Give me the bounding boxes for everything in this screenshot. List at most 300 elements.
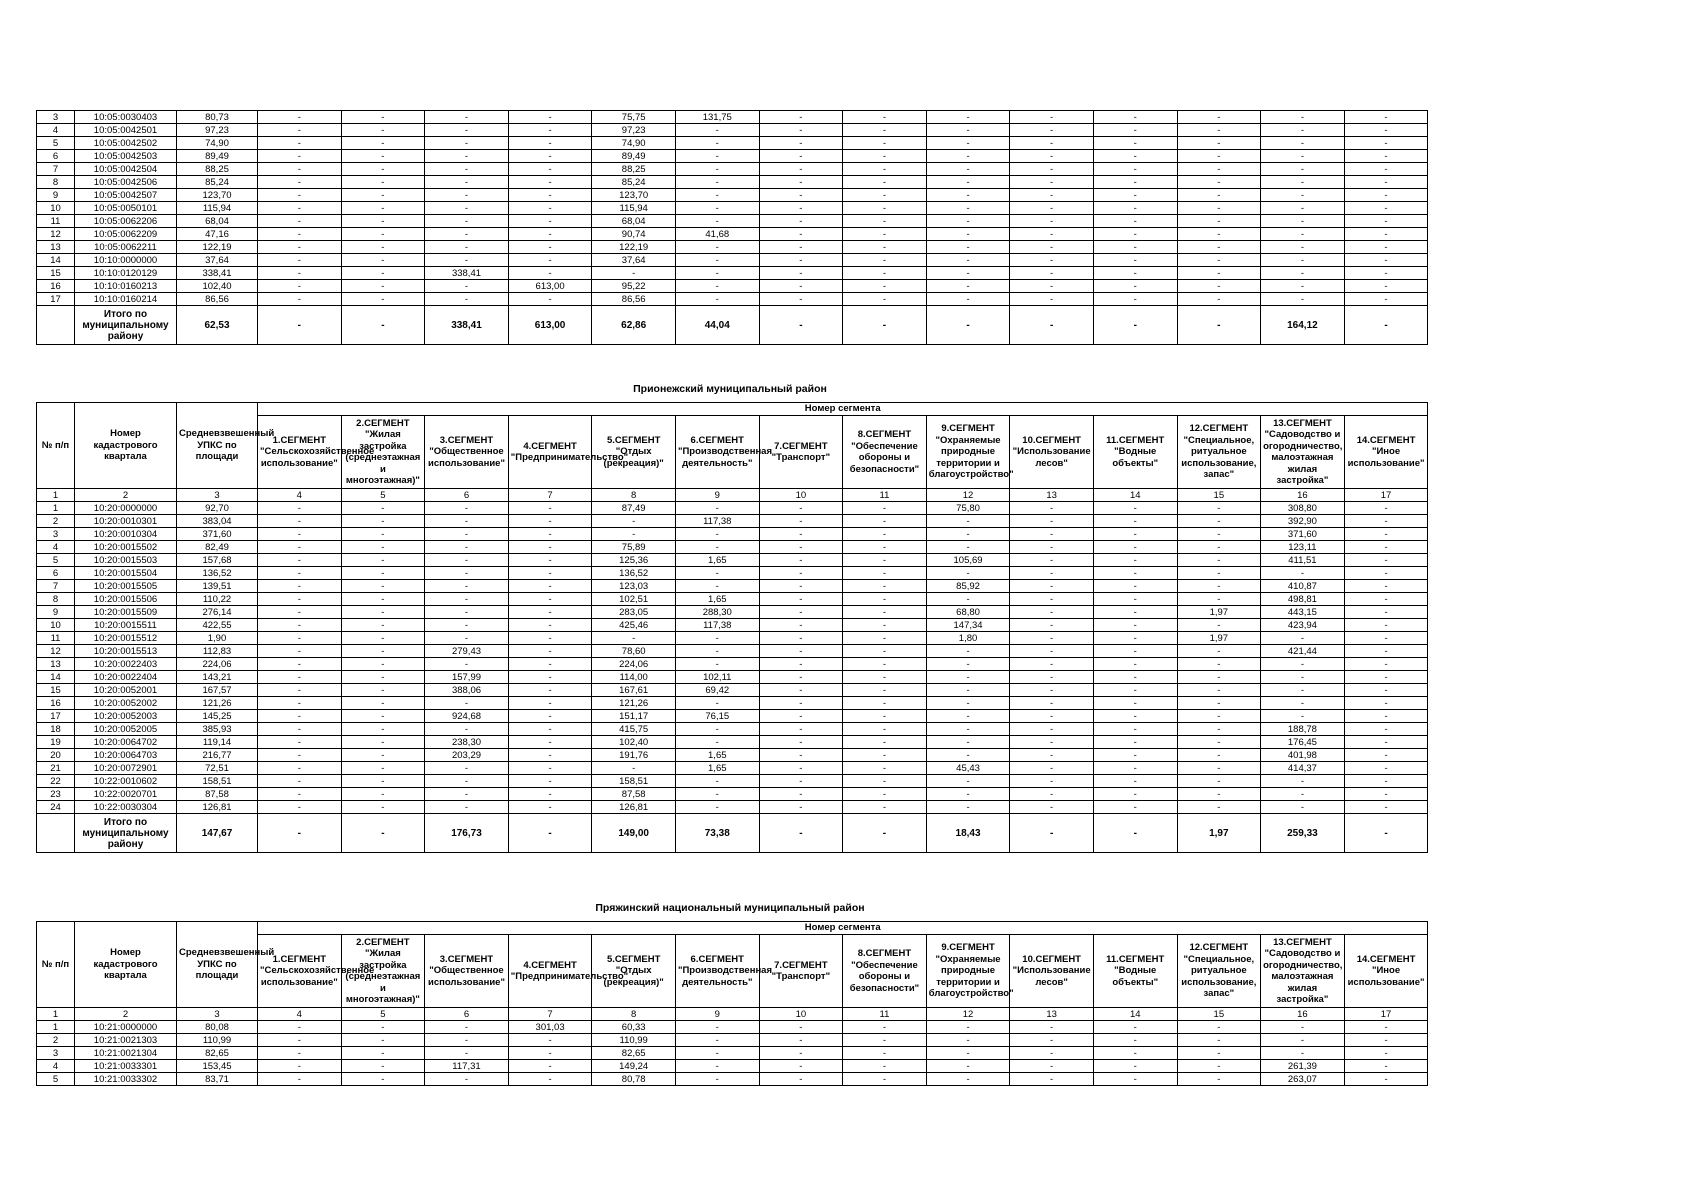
table-cell: -	[926, 723, 1010, 736]
column-number: 11	[843, 489, 927, 502]
column-number: 7	[508, 489, 592, 502]
table-cell: -	[425, 515, 509, 528]
column-number: 8	[592, 1008, 676, 1021]
table-row	[37, 671, 1428, 684]
table-row	[37, 1021, 1428, 1034]
table-cell: -	[508, 150, 592, 163]
table-cell: 88,25	[592, 163, 676, 176]
table-cell: 224,06	[592, 658, 676, 671]
table-cell: -	[1177, 202, 1261, 215]
table-cell: -	[425, 254, 509, 267]
table-cell: 136,52	[177, 567, 258, 580]
table-cell: -	[1177, 267, 1261, 280]
table-cell: -	[843, 1021, 927, 1034]
table-cell: -	[926, 163, 1010, 176]
table-row	[37, 202, 1428, 215]
table-cell: -	[926, 280, 1010, 293]
table-cell: 4	[37, 124, 75, 137]
table-cell: 10:21:0033301	[75, 1060, 177, 1073]
table-cell: -	[1093, 1073, 1177, 1086]
table-cell: -	[759, 528, 843, 541]
table-cell: 2	[37, 1034, 75, 1047]
table-cell: -	[759, 736, 843, 749]
table-cell: -	[1344, 775, 1428, 788]
column-number: 7	[508, 1008, 592, 1021]
table-cell: -	[425, 801, 509, 814]
table-cell: -	[1010, 202, 1094, 215]
table-cell: -	[1093, 189, 1177, 202]
table-cell: -	[843, 163, 927, 176]
table-cell: -	[258, 163, 342, 176]
table-cell: -	[1010, 788, 1094, 801]
table-cell: -	[759, 775, 843, 788]
table-row	[37, 606, 1428, 619]
table-cell: -	[341, 788, 425, 801]
table-cell: -	[843, 697, 927, 710]
table-cell: 151,17	[592, 710, 676, 723]
table-cell: -	[341, 111, 425, 124]
table-cell: -	[843, 567, 927, 580]
table-cell: -	[1177, 293, 1261, 306]
table-cell: -	[926, 1060, 1010, 1073]
table-cell: 114,00	[592, 671, 676, 684]
table-prionezhsky	[36, 402, 1428, 853]
table-cell: -	[843, 280, 927, 293]
table-cell: 72,51	[177, 762, 258, 775]
table-cell: 10:20:0064703	[75, 749, 177, 762]
table-cell: -	[1093, 619, 1177, 632]
table-cell: -	[1177, 176, 1261, 189]
table-cell: -	[425, 580, 509, 593]
table-body	[37, 111, 1428, 345]
table-cell: -	[258, 697, 342, 710]
table-cell: 12	[37, 228, 75, 241]
table-cell: 110,99	[592, 1034, 676, 1047]
table-cell: 301,03	[508, 1021, 592, 1034]
table-cell: -	[508, 762, 592, 775]
column-number: 3	[177, 489, 258, 502]
table-cell: -	[675, 502, 759, 515]
table-cell: -	[508, 788, 592, 801]
table-cell: -	[508, 176, 592, 189]
table-cell: -	[341, 710, 425, 723]
column-number: 6	[425, 489, 509, 502]
table-cell: 122,19	[177, 241, 258, 254]
table-cell: 2	[37, 515, 75, 528]
table-header	[37, 403, 1428, 502]
table-cell: -	[926, 671, 1010, 684]
table-cell: 123,03	[592, 580, 676, 593]
table-row	[37, 593, 1428, 606]
table-cell: -	[341, 1060, 425, 1073]
table-cell: -	[258, 202, 342, 215]
table-cell: -	[508, 671, 592, 684]
table-cell: -	[759, 788, 843, 801]
table-cell: -	[1010, 254, 1094, 267]
table-cell: -	[843, 254, 927, 267]
table-cell: 86,56	[592, 293, 676, 306]
table-cell: -	[1177, 541, 1261, 554]
table-row	[37, 567, 1428, 580]
total-cell: -	[341, 306, 425, 345]
table-cell: -	[1177, 645, 1261, 658]
column-number: 13	[1010, 1008, 1094, 1021]
table-cell: -	[1177, 749, 1261, 762]
table-cell: -	[425, 189, 509, 202]
table-cell: 10:05:0062211	[75, 241, 177, 254]
table-cell: -	[258, 189, 342, 202]
table-cell: -	[592, 267, 676, 280]
table-row	[37, 736, 1428, 749]
table-cell: -	[341, 619, 425, 632]
table-cell: -	[1177, 215, 1261, 228]
table-cell: -	[1010, 1060, 1094, 1073]
table-row	[37, 580, 1428, 593]
table-cell: 10:20:0015502	[75, 541, 177, 554]
table-cell: 276,14	[177, 606, 258, 619]
table-cell: -	[508, 111, 592, 124]
table-cell: -	[675, 736, 759, 749]
table-row	[37, 788, 1428, 801]
table-cell: 69,42	[675, 684, 759, 697]
total-cell: -	[1344, 814, 1428, 853]
table-cell: -	[843, 684, 927, 697]
table-cell: -	[1177, 502, 1261, 515]
table-cell: -	[258, 176, 342, 189]
table-cell: -	[759, 228, 843, 241]
table-cell: 1,97	[1177, 632, 1261, 645]
table-cell: -	[1344, 788, 1428, 801]
table-cell: -	[1261, 658, 1345, 671]
table-cell: -	[1010, 176, 1094, 189]
table-cell: -	[759, 671, 843, 684]
table-cell: 78,60	[592, 645, 676, 658]
table-cell: -	[675, 176, 759, 189]
table-cell: -	[1261, 176, 1345, 189]
table-cell: 288,30	[675, 606, 759, 619]
table-cell: -	[341, 502, 425, 515]
table-cell: 1,90	[177, 632, 258, 645]
table-cell: -	[1344, 150, 1428, 163]
table-cell: -	[843, 137, 927, 150]
table-cell: 10:20:0022403	[75, 658, 177, 671]
table-cell: -	[1093, 280, 1177, 293]
total-cell: -	[508, 814, 592, 853]
table-cell: -	[1344, 176, 1428, 189]
total-cell: 1,97	[1177, 814, 1261, 853]
table-cell: -	[1344, 684, 1428, 697]
table-row	[37, 528, 1428, 541]
table-cell: 89,49	[592, 150, 676, 163]
table-cell: 22	[37, 775, 75, 788]
table-cell: -	[1344, 697, 1428, 710]
table-cell: -	[843, 1047, 927, 1060]
table-cell: -	[341, 202, 425, 215]
column-number: 16	[1261, 489, 1345, 502]
table-cell: -	[1010, 710, 1094, 723]
table-cell: -	[508, 710, 592, 723]
table-cell: -	[592, 528, 676, 541]
table-row	[37, 658, 1428, 671]
table-cell: -	[1261, 801, 1345, 814]
table-cell: 87,49	[592, 502, 676, 515]
table-cell: -	[508, 137, 592, 150]
table-cell: -	[675, 280, 759, 293]
header-segment: 12.СЕГМЕНТ "Специальное, ритуальное использование, запас"	[1177, 935, 1261, 1008]
table-cell: -	[258, 515, 342, 528]
table-cell: -	[1177, 593, 1261, 606]
table-cell: 24	[37, 801, 75, 814]
table-cell: -	[1093, 1034, 1177, 1047]
table-cell: -	[926, 111, 1010, 124]
table-cell: -	[425, 124, 509, 137]
table-cell: 102,40	[592, 736, 676, 749]
table-cell: -	[1261, 697, 1345, 710]
header-segment: 5.СЕГМЕНТ "Отдых (рекреация)"	[592, 935, 676, 1008]
table-cell: 123,70	[177, 189, 258, 202]
table-cell: -	[1010, 684, 1094, 697]
table-cell: -	[1093, 684, 1177, 697]
table-cell: -	[1010, 1021, 1094, 1034]
table-cell: -	[1177, 515, 1261, 528]
table-cell: -	[926, 775, 1010, 788]
table-cell: -	[425, 150, 509, 163]
table-cell: -	[926, 202, 1010, 215]
table-cell: -	[258, 293, 342, 306]
total-cell: -	[341, 814, 425, 853]
total-cell: -	[843, 306, 927, 345]
table-row	[37, 710, 1428, 723]
table-cell: -	[843, 228, 927, 241]
table-cell: -	[759, 241, 843, 254]
table-cell: -	[1177, 189, 1261, 202]
table-cell: -	[675, 697, 759, 710]
table-cell: -	[1010, 528, 1094, 541]
table-cell: -	[759, 710, 843, 723]
table-cell: 80,08	[177, 1021, 258, 1034]
table-cell: 10:10:0160213	[75, 280, 177, 293]
header-segment: 4.СЕГМЕНТ "Предпринимательство"	[508, 935, 592, 1008]
table-cell: -	[258, 762, 342, 775]
table-cell: -	[1261, 189, 1345, 202]
table-cell: -	[1177, 736, 1261, 749]
table-cell: -	[1261, 775, 1345, 788]
header-segment: 9.СЕГМЕНТ "Охраняемые природные территории и благоустройство"	[926, 416, 1010, 489]
table-cell: -	[258, 228, 342, 241]
table-row	[37, 254, 1428, 267]
table-cell: -	[341, 1047, 425, 1060]
table-cell: -	[759, 619, 843, 632]
table-cell: -	[926, 541, 1010, 554]
table-cell: -	[508, 215, 592, 228]
table-cell: 388,06	[425, 684, 509, 697]
header-segment: 1.СЕГМЕНТ "Сельскохозяйственное использование"	[258, 416, 342, 489]
table-cell: -	[843, 788, 927, 801]
table-cell: 18	[37, 723, 75, 736]
table-cell: -	[341, 124, 425, 137]
table-cell: -	[926, 1021, 1010, 1034]
table-cell: 115,94	[177, 202, 258, 215]
table-cell: -	[258, 788, 342, 801]
table-cell: 136,52	[592, 567, 676, 580]
table-cell: -	[258, 111, 342, 124]
table-cell: -	[425, 554, 509, 567]
table-cell: -	[843, 215, 927, 228]
table-cell: 80,73	[177, 111, 258, 124]
table-cell: -	[258, 801, 342, 814]
total-cell: -	[843, 814, 927, 853]
table-cell: -	[1344, 202, 1428, 215]
table-cell: -	[926, 788, 1010, 801]
table-cell: -	[759, 723, 843, 736]
table-cell: 1,65	[675, 593, 759, 606]
table-cell: -	[258, 241, 342, 254]
table-cell: -	[1261, 1034, 1345, 1047]
table-cell: -	[1344, 580, 1428, 593]
table-cell: 10:05:0042501	[75, 124, 177, 137]
table-cell: 10:20:0052001	[75, 684, 177, 697]
column-number: 8	[592, 489, 676, 502]
table-cell: -	[759, 697, 843, 710]
table-cell: -	[1344, 241, 1428, 254]
table-cell: -	[1010, 593, 1094, 606]
table-cell: -	[1093, 541, 1177, 554]
table-cell: 10:20:0052003	[75, 710, 177, 723]
table-cell: 85,92	[926, 580, 1010, 593]
table-cell: -	[759, 1060, 843, 1073]
table-cell: -	[926, 567, 1010, 580]
table-cell: -	[508, 801, 592, 814]
table-cell: 10:10:0160214	[75, 293, 177, 306]
table-row	[37, 241, 1428, 254]
table-cell: -	[759, 215, 843, 228]
table-cell: -	[592, 632, 676, 645]
table-row	[37, 1060, 1428, 1073]
table-cell: 10:10:0000000	[75, 254, 177, 267]
table-cell: -	[1344, 1060, 1428, 1073]
table-cell: -	[341, 1034, 425, 1047]
table-cell: -	[258, 723, 342, 736]
table-cell: -	[1093, 528, 1177, 541]
table-cell: 498,81	[1261, 593, 1345, 606]
table-cell: -	[1177, 723, 1261, 736]
table-cell: -	[1344, 280, 1428, 293]
table-cell: 10	[37, 619, 75, 632]
table-cell: 423,94	[1261, 619, 1345, 632]
table-cell: -	[759, 658, 843, 671]
total-cell: -	[759, 306, 843, 345]
table-cell: 191,76	[592, 749, 676, 762]
table-cell: -	[759, 580, 843, 593]
table-cell: 83,71	[177, 1073, 258, 1086]
column-number-row	[37, 489, 1428, 502]
table-cell: 10:22:0010602	[75, 775, 177, 788]
total-cell: -	[1344, 306, 1428, 345]
table-cell: -	[341, 775, 425, 788]
table-cell: -	[1177, 684, 1261, 697]
table-row	[37, 111, 1428, 124]
table-cell: 10:05:0062206	[75, 215, 177, 228]
table-cell: -	[1010, 163, 1094, 176]
table-cell: -	[1010, 801, 1094, 814]
header-num: № п/п	[37, 403, 75, 489]
table-cell: -	[675, 1060, 759, 1073]
table-cell: -	[258, 606, 342, 619]
table-cell: -	[508, 723, 592, 736]
table-cell: -	[1261, 567, 1345, 580]
table-cell: -	[508, 241, 592, 254]
total-cell: 338,41	[425, 306, 509, 345]
table-cell: 338,41	[425, 267, 509, 280]
column-number: 9	[675, 1008, 759, 1021]
table-row	[37, 228, 1428, 241]
table-cell: 10:20:0015506	[75, 593, 177, 606]
header-segment: 9.СЕГМЕНТ "Охраняемые природные территории и благоустройство"	[926, 935, 1010, 1008]
column-number: 17	[1344, 489, 1428, 502]
table-cell: -	[843, 619, 927, 632]
table-cell: -	[508, 1034, 592, 1047]
column-number: 6	[425, 1008, 509, 1021]
table-cell: 125,36	[592, 554, 676, 567]
table-cell: -	[1177, 528, 1261, 541]
table-cell: -	[1010, 645, 1094, 658]
table-cell: -	[341, 1021, 425, 1034]
table-cell: -	[341, 137, 425, 150]
header-segment: 4.СЕГМЕНТ "Предпринимательство"	[508, 416, 592, 489]
table-cell: 102,51	[592, 593, 676, 606]
table-cell: -	[1010, 749, 1094, 762]
table-cell: 12	[37, 645, 75, 658]
table-cell: -	[341, 723, 425, 736]
table-cell: -	[843, 645, 927, 658]
table-cell: 80,78	[592, 1073, 676, 1086]
table-cell: -	[1010, 124, 1094, 137]
total-cell: 613,00	[508, 306, 592, 345]
table-cell: -	[675, 163, 759, 176]
table-cell: -	[258, 502, 342, 515]
table-cell: -	[1093, 150, 1177, 163]
table-cell: 82,65	[592, 1047, 676, 1060]
table-cell: -	[425, 541, 509, 554]
table-cell: -	[1177, 775, 1261, 788]
table-cell: -	[843, 176, 927, 189]
table-cell: -	[843, 1060, 927, 1073]
table-cell: -	[258, 215, 342, 228]
table-cell: -	[258, 684, 342, 697]
table-cell: -	[1344, 567, 1428, 580]
table-cell: -	[508, 619, 592, 632]
header-segment: 2.СЕГМЕНТ "Жилая застройка (среднеэтажная и многоэтажная)"	[341, 416, 425, 489]
table-cell: -	[1344, 671, 1428, 684]
table-cell: 6	[37, 567, 75, 580]
table-cell: -	[675, 632, 759, 645]
table-row	[37, 801, 1428, 814]
table-cell: 414,37	[1261, 762, 1345, 775]
table-cell: 15	[37, 684, 75, 697]
table-cell: 115,94	[592, 202, 676, 215]
table-cell: -	[341, 541, 425, 554]
table-cell: -	[759, 567, 843, 580]
table-cell: -	[508, 502, 592, 515]
table-cell: -	[926, 176, 1010, 189]
table-cell: -	[1344, 267, 1428, 280]
table-cell: 167,61	[592, 684, 676, 697]
table-cell: -	[759, 749, 843, 762]
table-cell: -	[1093, 658, 1177, 671]
table-cell: -	[1177, 658, 1261, 671]
table-cell: 11	[37, 632, 75, 645]
table-cell: -	[341, 736, 425, 749]
